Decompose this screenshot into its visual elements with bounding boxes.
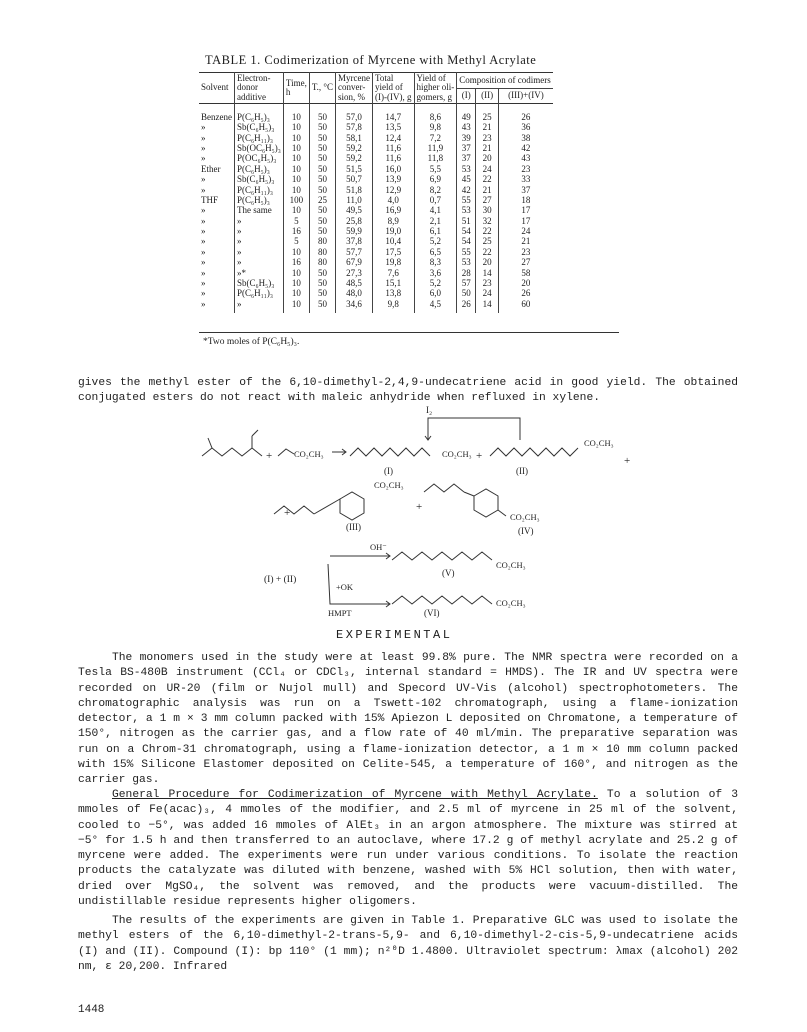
experimental-heading: EXPERIMENTAL: [336, 628, 453, 642]
acrylate-chain: [278, 449, 294, 456]
table-cell: 43: [499, 154, 553, 164]
table-cell: »: [234, 216, 283, 226]
table-title: TABLE 1. Codimerization of Myrcene with Methyl Acrylate: [205, 53, 537, 67]
table-cell: »: [234, 258, 283, 268]
table-cell: 30: [476, 206, 499, 216]
header-total-yield: Total yield of (I)-(IV), g: [373, 73, 414, 104]
table-cell: 11,6: [373, 154, 414, 164]
table-cell: 24: [499, 227, 553, 237]
table-cell: »: [201, 122, 206, 133]
product-i-chain: [350, 448, 430, 456]
table-cell: THF: [201, 194, 219, 205]
table-cell: 10: [283, 123, 309, 133]
table-cell: 8,2: [414, 185, 457, 195]
table-cell: 50: [309, 216, 335, 226]
table-cell: 45: [457, 175, 476, 185]
table-cell: Sb(C₆H₅)₃: [234, 175, 283, 185]
table-cell: 21: [499, 237, 553, 247]
plus-3: +: [624, 455, 631, 467]
table-cell: 59,2: [336, 154, 373, 164]
table-cell: »: [201, 205, 206, 216]
table-cell: 5,5: [414, 164, 457, 174]
table-cell: P(C₆H₁₁)₃: [234, 289, 283, 299]
table-cell: 10: [283, 279, 309, 289]
table-cell: 50: [309, 104, 335, 123]
table-cell: 50: [309, 164, 335, 174]
table-cell: 24: [476, 164, 499, 174]
table-cell: 48,5: [336, 279, 373, 289]
table-cell: 23: [476, 133, 499, 143]
table-cell: 23: [499, 247, 553, 257]
table-cell: 50: [309, 279, 335, 289]
table-cell: 20: [476, 258, 499, 268]
isomerization-bracket: [428, 418, 520, 440]
table-cell: »: [201, 298, 206, 309]
header-comp-i: (I): [457, 88, 476, 104]
table-row: [199, 227, 553, 237]
table-cell: 100: [283, 195, 309, 205]
table-cell: 0,7: [414, 195, 457, 205]
table-row: [199, 299, 553, 312]
table-cell: 33: [499, 175, 553, 185]
table-bottom-rule: [199, 332, 619, 333]
table-cell: 25: [309, 195, 335, 205]
table-cell: 12,9: [373, 185, 414, 195]
table-cell: Sb(C₆H₅)₃: [234, 123, 283, 133]
header-composition: Composition of codimers: [457, 73, 553, 89]
table-cell: 23: [499, 164, 553, 174]
hydroxide-label: OH⁻: [370, 542, 387, 552]
table-cell: 8,3: [414, 258, 457, 268]
plus-2: +: [476, 450, 483, 462]
potassium-reagent: +OK: [336, 582, 354, 592]
table-cell: 50: [309, 123, 335, 133]
product-ii-chain: [490, 448, 578, 456]
table-cell: Sb(C₆H₅)₃: [234, 279, 283, 289]
table-row: [199, 164, 553, 174]
table-cell: 50: [309, 185, 335, 195]
table-cell: 10: [283, 289, 309, 299]
table-cell: 37,8: [336, 237, 373, 247]
table-row: [199, 143, 553, 153]
table-cell: P(C₆H₅)₃: [234, 164, 283, 174]
table-cell: 80: [309, 247, 335, 257]
table-cell: 54: [457, 227, 476, 237]
table-cell: 42: [457, 185, 476, 195]
reactants-i-ii: (I) + (II): [264, 575, 297, 585]
table-cell: P(C₆H₁₁)₃: [234, 185, 283, 195]
intro-paragraph: gives the methyl ester of the 6,10-dimethyl-2,4,9-undecatriene acid in good yield. The obtained conjugated esters do not react with maleic anhydride when refluxed in xylene.: [78, 377, 738, 405]
product-iii-ring: [340, 492, 364, 520]
table-cell: »: [201, 278, 206, 289]
label-i: (I): [384, 466, 393, 476]
table-row: [199, 154, 553, 164]
table-cell: 34,6: [336, 299, 373, 312]
header-time: Time, h: [283, 73, 309, 104]
table-cell: 50: [309, 299, 335, 312]
table-cell: 13,5: [373, 123, 414, 133]
table-row: [199, 237, 553, 247]
table-cell: 5: [283, 237, 309, 247]
table-cell: 5,2: [414, 237, 457, 247]
product-iii-ester: CO₂CH₃: [374, 480, 404, 490]
table-cell: 36: [499, 123, 553, 133]
codimerization-table: [199, 72, 553, 313]
table-cell: 57,8: [336, 123, 373, 133]
table-cell: 5,2: [414, 279, 457, 289]
table-cell: 58: [499, 268, 553, 278]
table-row: [199, 268, 553, 278]
table-cell: »*: [234, 268, 283, 278]
table-cell: »: [201, 142, 206, 153]
procedure-paragraph: [78, 788, 738, 910]
table-cell: 19,0: [373, 227, 414, 237]
table-cell: 10: [283, 143, 309, 153]
table-cell: 37: [499, 185, 553, 195]
table-cell: 49: [457, 104, 476, 123]
table-cell: 32: [476, 216, 499, 226]
table-row: [199, 185, 553, 195]
table-row: [199, 279, 553, 289]
table-cell: 50: [309, 227, 335, 237]
iodine-label: I₂: [426, 405, 433, 415]
table-cell: »: [201, 184, 206, 195]
table-cell: 11,0: [336, 195, 373, 205]
table-cell: 8,6: [414, 104, 457, 123]
table-cell: 21: [476, 185, 499, 195]
table-row: [199, 133, 553, 143]
table-cell: 10: [283, 206, 309, 216]
label-iv: (IV): [518, 526, 534, 536]
table-cell: 10: [283, 185, 309, 195]
table-cell: 43: [457, 123, 476, 133]
plus-4: +: [284, 507, 291, 519]
table-cell: 23: [476, 279, 499, 289]
header-comp-iii-iv: (III)+(IV): [499, 88, 553, 104]
table-cell: 22: [476, 175, 499, 185]
table-cell: 51: [457, 216, 476, 226]
table-cell: 22: [476, 247, 499, 257]
table-cell: 12,4: [373, 133, 414, 143]
table-cell: 14,7: [373, 104, 414, 123]
table-cell: 10: [283, 299, 309, 312]
table-cell: 50,7: [336, 175, 373, 185]
table-cell: The same: [234, 206, 283, 216]
table-cell: 6,0: [414, 289, 457, 299]
table-cell: 7,6: [373, 268, 414, 278]
plus-1: +: [266, 450, 273, 462]
table-cell: 22: [476, 227, 499, 237]
table-cell: 10: [283, 268, 309, 278]
product-iv-ester: CO₂CH₃: [510, 512, 540, 522]
table-cell: 49,5: [336, 206, 373, 216]
label-ii: (II): [516, 466, 528, 476]
table-cell: »: [201, 174, 206, 185]
table-cell: 20: [499, 279, 553, 289]
table-cell: P(C₆H₁₁)₃: [234, 133, 283, 143]
table-row: [199, 123, 553, 133]
table-cell: 10,4: [373, 237, 414, 247]
table-cell: 7,2: [414, 133, 457, 143]
procedure-title: General Procedure for Codimerization of Myrcene with Methyl Acrylate.: [112, 789, 598, 801]
table-cell: 59,9: [336, 227, 373, 237]
header-temperature: T., °C: [309, 73, 335, 104]
table-cell: 57: [457, 279, 476, 289]
table-footnote: *Two moles of P(C₆H₅)₃.: [203, 337, 300, 347]
table-cell: 25: [476, 104, 499, 123]
table-cell: 11,9: [414, 143, 457, 153]
reaction-scheme: [180, 404, 640, 626]
product-iv-chain: [424, 484, 464, 492]
table-cell: 17,5: [373, 247, 414, 257]
table-cell: »: [234, 237, 283, 247]
table-cell: 6,5: [414, 247, 457, 257]
table-row: [199, 175, 553, 185]
table-cell: 26: [457, 299, 476, 312]
table-cell: 17: [499, 206, 553, 216]
table-cell: 48,0: [336, 289, 373, 299]
table-cell: 27,3: [336, 268, 373, 278]
table-cell: 27: [499, 258, 553, 268]
table-cell: 4,5: [414, 299, 457, 312]
table-cell: 26: [499, 104, 553, 123]
page-number: 1448: [78, 1004, 105, 1016]
table-cell: 13,8: [373, 289, 414, 299]
table-cell: »: [201, 132, 206, 143]
table-cell: 53: [457, 206, 476, 216]
table-cell: 17: [499, 216, 553, 226]
table-cell: »: [234, 299, 283, 312]
table-cell: 10: [283, 154, 309, 164]
table-cell: 67,9: [336, 258, 373, 268]
table-cell: »: [201, 288, 206, 299]
table-cell: 59,2: [336, 143, 373, 153]
table-cell: 50: [309, 143, 335, 153]
table-cell: 16: [283, 258, 309, 268]
table-cell: 25: [476, 237, 499, 247]
table-cell: »: [234, 227, 283, 237]
table-cell: 50: [309, 206, 335, 216]
table-cell: 21: [476, 123, 499, 133]
product-vi-ester: CO₂CH₃: [496, 598, 526, 608]
table-cell: 51,8: [336, 185, 373, 195]
table-cell: 50: [457, 289, 476, 299]
table-cell: 9,8: [373, 299, 414, 312]
table-cell: 37: [457, 154, 476, 164]
table-cell: 50: [309, 268, 335, 278]
table-cell: 11,6: [373, 143, 414, 153]
table-cell: »: [201, 236, 206, 247]
header-solvent: Solvent: [201, 82, 229, 93]
table-cell: 39: [457, 133, 476, 143]
product-ii-ester: CO₂CH₃: [584, 438, 614, 448]
table-cell: 8,9: [373, 216, 414, 226]
table-cell: Ether: [201, 163, 221, 174]
table-cell: 13,9: [373, 175, 414, 185]
table-cell: 10: [283, 175, 309, 185]
table-cell: 42: [499, 143, 553, 153]
table-cell: 37: [457, 143, 476, 153]
table-cell: 55: [457, 247, 476, 257]
product-v-chain: [392, 552, 492, 560]
table-cell: 16,9: [373, 206, 414, 216]
table-cell: »: [201, 153, 206, 164]
table-cell: 11,8: [414, 154, 457, 164]
table-cell: 21: [476, 143, 499, 153]
table-row: [199, 195, 553, 205]
product-vi-chain: [392, 596, 492, 604]
myrcene-chain: [202, 448, 262, 456]
table-row: [199, 206, 553, 216]
table-cell: »: [234, 247, 283, 257]
table-cell: 16: [283, 227, 309, 237]
hmpt-label: HMPT: [328, 608, 352, 618]
header-higher-oligomers: Yield of higher oli- gomers, g: [414, 73, 457, 104]
table-cell: Benzene: [201, 111, 232, 122]
table-cell: P(C₆H₅)₃: [234, 195, 283, 205]
table-cell: »: [201, 267, 206, 278]
table-cell: P(OC₆H₅)₃: [234, 154, 283, 164]
table-cell: 14: [476, 299, 499, 312]
table-cell: 51,5: [336, 164, 373, 174]
table-cell: 50: [309, 154, 335, 164]
table-cell: 16,0: [373, 164, 414, 174]
table-cell: 3,6: [414, 268, 457, 278]
table-row: [199, 216, 553, 226]
table-cell: 6,1: [414, 227, 457, 237]
table-cell: »: [201, 226, 206, 237]
table-cell: 2,1: [414, 216, 457, 226]
table-body: [199, 104, 553, 313]
table-cell: 80: [309, 258, 335, 268]
table-cell: 5: [283, 216, 309, 226]
table-cell: 15,1: [373, 279, 414, 289]
header-conversion: Myrcene conver- sion, %: [336, 73, 373, 104]
table-cell: 10: [283, 133, 309, 143]
product-iv-ring: [474, 489, 498, 517]
table-cell: 80: [309, 237, 335, 247]
table-cell: 53: [457, 164, 476, 174]
table-cell: 53: [457, 258, 476, 268]
table-row: [199, 258, 553, 268]
table-cell: 4,0: [373, 195, 414, 205]
plus-5: +: [416, 501, 423, 513]
table-row: [199, 247, 553, 257]
methods-paragraph: The monomers used in the study were at least 99.8% pure. The NMR spectra were recorded on a Tesla BS-480B instrument (CCl₄ or CDCl₃, internal standard = HMDS). The IR and UV spectra were recorded on UR-20 (film or Nujol mull) and Specord UV-Vis (alcohol) spectrophotometers. The chromatographic analysis was run on a Tswett-102 chromatograph, using a flame-ionization detector, a 1 m × 3 mm column packed with 15% Apiezon L deposited on Chromatone, a temperature of 150°, nitrogen as the carrier gas, and a flow rate of 40 ml/min. The preparative separation was run on a Chrom-31 chromatograph, using a flame-ionization detector, a 1 m × 10 mm column packed with 15% Silicone Elastomer deposited on Celite-545, a temperature of 160°, and nitrogen as the carrier gas.: [78, 652, 738, 787]
table-cell: »: [201, 215, 206, 226]
label-vi: (VI): [424, 608, 440, 618]
table-cell: 26: [499, 289, 553, 299]
table-cell: 27: [476, 195, 499, 205]
table-cell: 14: [476, 268, 499, 278]
table-cell: 4,1: [414, 206, 457, 216]
table-cell: 18: [499, 195, 553, 205]
table-cell: 54: [457, 237, 476, 247]
product-i-ester: CO₂CH₃: [442, 449, 472, 459]
table-cell: 55: [457, 195, 476, 205]
table-cell: 57,7: [336, 247, 373, 257]
table-cell: 24: [476, 289, 499, 299]
table-cell: »: [201, 246, 206, 257]
table-cell: 28: [457, 268, 476, 278]
table-cell: 25,8: [336, 216, 373, 226]
results-paragraph: The results of the experiments are given in Table 1. Preparative GLC was used to isolate the methyl esters of the 6,10-dimethyl-2-trans-5,9- and 6,10-dimethyl-2-cis-5,9-undecatriene acids (I) and (II). Compound (I): bp 110° (1 mm); n²⁰D 1.4800. Ultraviolet spectrum: λmax (alcohol) 202 nm, ε 20,200. Infrared: [78, 915, 738, 973]
table-cell: 50: [309, 175, 335, 185]
label-iii: (III): [346, 522, 361, 532]
table-cell: »: [201, 257, 206, 268]
table-cell: P(C₆H₅)₃: [234, 104, 283, 123]
table-cell: 60: [499, 299, 553, 312]
table-cell: 20: [476, 154, 499, 164]
table-cell: 50: [309, 133, 335, 143]
table-cell: 10: [283, 164, 309, 174]
header-comp-ii: (II): [476, 88, 499, 104]
table-cell: Sb(OC₆H₅)₃: [234, 143, 283, 153]
table-cell: 10: [283, 104, 309, 123]
label-v: (V): [442, 568, 455, 578]
header-donor: Electron- donor additive: [234, 73, 283, 104]
product-iii-chain: [274, 506, 314, 514]
table-cell: 9,8: [414, 123, 457, 133]
table-cell: 57,0: [336, 104, 373, 123]
table-cell: 50: [309, 289, 335, 299]
table-cell: 10: [283, 247, 309, 257]
procedure-text: To a solution of 3 mmoles of Fe(acac)₃, 4 mmoles of the modifier, and 2.5 ml of myrcene in 25 ml of the solvent, cooled to −5°, was added 16 mmoles of AlEt₃ in an argon atmosphere. The mixture was stirred at −5° for 1.5 h and then transferred to an autoclave, where 17.2 g of methyl acrylate and 25.2 g of myrcene were added. The experiments were run under various conditions. To isolate the reaction products the catalyzate was diluted with benzene, washed with 5% HCl solution, then with water, dried over MgSO₄, the solvent was removed, and the products were vacuum-distilled. The undistillable residue represents higher oligomers.: [78, 789, 738, 909]
table-cell: 58,1: [336, 133, 373, 143]
product-v-ester: CO₂CH₃: [496, 560, 526, 570]
table-cell: 19,8: [373, 258, 414, 268]
table-cell: 6,9: [414, 175, 457, 185]
table-row: [199, 104, 553, 123]
acrylate-ester: CO₂CH₃: [294, 449, 324, 459]
table-row: [199, 289, 553, 299]
table-cell: 38: [499, 133, 553, 143]
